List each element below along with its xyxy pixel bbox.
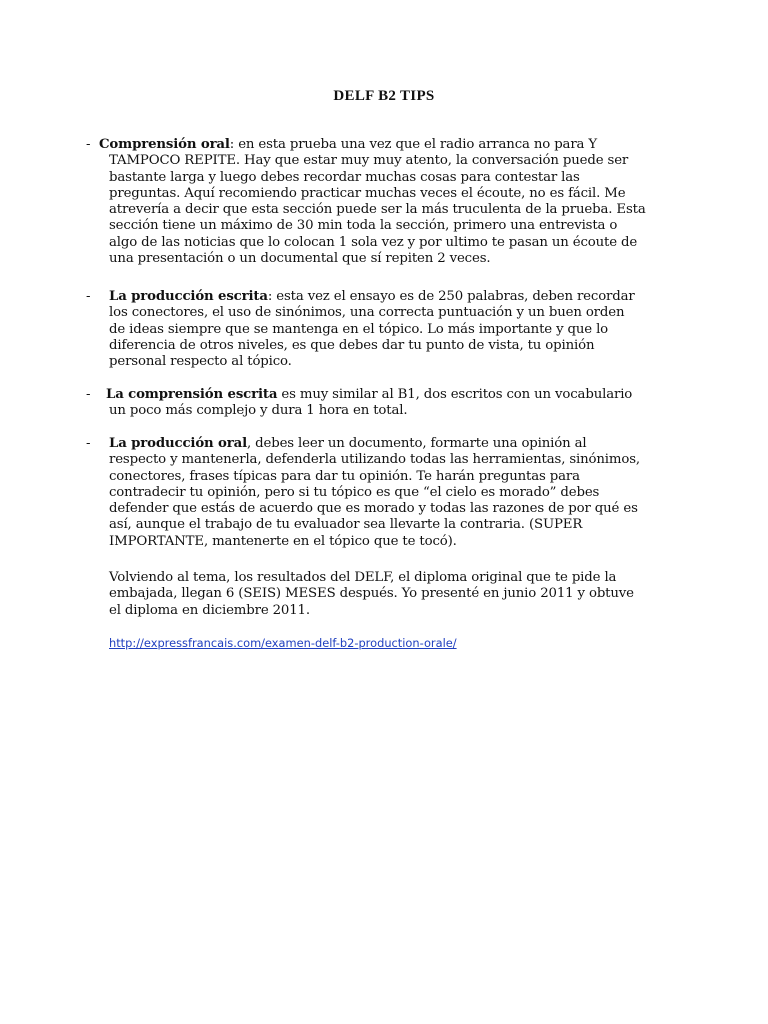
section-text-line: algo de las noticias que lo colocan 1 sola vez y por ultimo te pasan un écoute de [109, 234, 638, 250]
closing-line: Volviendo al tema, los resultados del DELF, el diploma original que te pide la [109, 570, 617, 585]
document-title: DELF B2 TIPS [333, 88, 435, 104]
section-first-line [86, 289, 666, 305]
bullet-dash: - [86, 387, 91, 402]
section-text: : esta vez el ensayo es de 250 palabras, deben recordar [267, 289, 635, 304]
section-text-line: diferencia de otros niveles, es que debes dar tu punto de vista, tu opinión [109, 337, 595, 353]
bullet-dash: - [86, 289, 91, 304]
section-text: : en esta prueba una vez que el radio arranca no para Y [229, 137, 598, 152]
section-comprension-oral [86, 137, 666, 267]
section-text-line: los conectores, el uso de sinónimos, una correcta puntuación y un buen orden [109, 305, 625, 321]
section-text-line: defender que estás de acuerdo que es morado y todas las razones de por qué es [109, 501, 638, 517]
section-text-line: sección tiene un máximo de 30 min toda la sección, primero una entrevista o [109, 218, 618, 234]
section-text: , debes leer un documento, formarte una opinión al [246, 436, 587, 451]
closing-paragraph [109, 570, 669, 619]
section-comprension-escrita [86, 387, 666, 420]
section-text-line: atrevería a decir que esta sección puede ser la más truculenta de la prueba. Esta [109, 202, 646, 218]
closing-line: embajada, llegan 6 (SEIS) MESES después. Yo presenté en junio 2011 y obtuve [109, 586, 634, 602]
section-text-line: una presentación o un documental que sí repiten 2 veces. [109, 251, 491, 267]
section-heading: Comprensión oral [99, 137, 230, 152]
section-produccion-oral [86, 436, 666, 550]
section-text-line: preguntas. Aquí recomiendo practicar muchas veces el écoute, no es fácil. Me [109, 185, 626, 201]
section-first-line [86, 387, 666, 403]
section-first-line [86, 436, 666, 452]
section-first-line [86, 137, 666, 153]
section-heading: La producción oral [109, 436, 247, 451]
section-heading: La comprensión escrita [106, 387, 278, 402]
section-text: es muy similar al B1, dos escritos con un vocabulario [277, 387, 633, 402]
section-text-line: conectores, frases típicas para dar tu opinión. Te harán preguntas para [109, 468, 580, 484]
reference-link[interactable]: http://expressfrancais.com/examen-delf-b2-production-orale/ [109, 636, 457, 650]
section-text-line: personal respecto al tópico. [109, 354, 292, 370]
section-text-line: de ideas siempre que se mantenga en el tópico. Lo más importante y que lo [109, 321, 609, 337]
section-text-line: IMPORTANTE, mantenerte en el tópico que te tocó). [109, 533, 457, 549]
bullet-dash: - [86, 436, 91, 451]
section-text-line: respecto y mantenerla, defenderla utilizando todas las herramientas, sinónimos, [109, 452, 640, 468]
section-produccion-escrita [86, 289, 666, 370]
bullet-dash: - [86, 137, 91, 152]
section-text-line: bastante larga y luego debes recordar muchas cosas para contestar las [109, 169, 580, 185]
closing-line: el diploma en diciembre 2011. [109, 602, 310, 618]
section-text-line: contradecir tu opinión, pero si tu tópico es que “el cielo es morado” debes [109, 484, 600, 500]
section-text-line: TAMPOCO REPITE. Hay que estar muy muy atento, la conversación puede ser [109, 153, 629, 169]
section-heading: La producción escrita [109, 289, 268, 304]
section-text-line: así, aunque el trabajo de tu evaluador sea llevarte la contraria. (SUPER [109, 517, 583, 533]
section-text-line: un poco más complejo y dura 1 hora en total. [109, 403, 408, 419]
